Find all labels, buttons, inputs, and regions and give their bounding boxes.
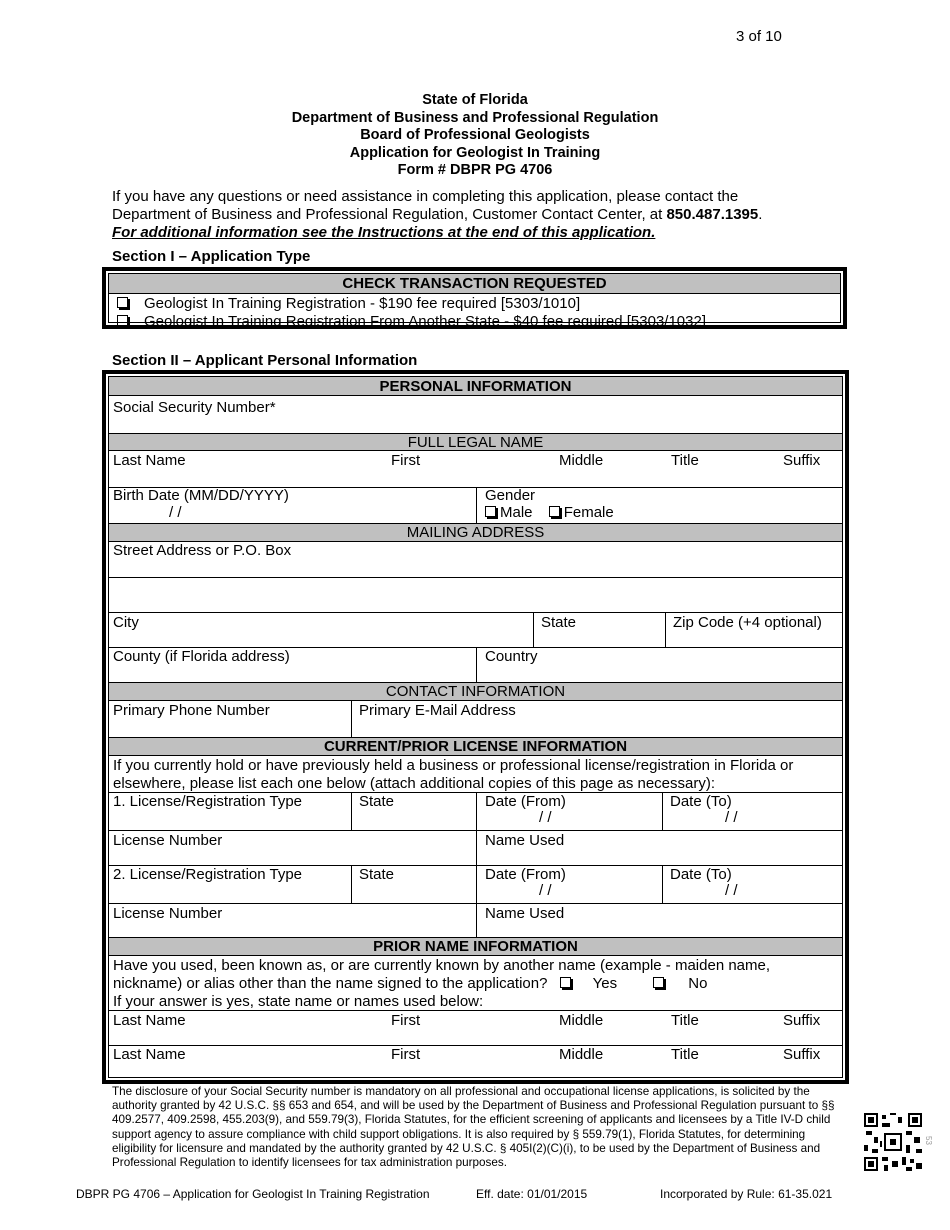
license1-state-label: State	[359, 793, 395, 810]
middle-name-label: Middle	[559, 452, 604, 469]
option-gitr-another-state[interactable]	[117, 313, 706, 330]
prior-last-name-label: Last Name	[113, 1046, 186, 1063]
license1-date-from-slashes[interactable]: / /	[539, 809, 552, 826]
prior-first-name-label: First	[391, 1012, 421, 1029]
header-state: State of Florida	[422, 92, 528, 108]
footer-form-title: DBPR PG 4706 – Application for Geologist In Training Registration	[76, 1187, 430, 1201]
yes-label: Yes	[592, 975, 618, 992]
section2-title: Section II – Applicant Personal Information	[112, 352, 418, 369]
option-label: Geologist In Training Registration - $190 fee required [5303/1010]	[144, 295, 581, 312]
form-header	[0, 92, 950, 180]
primary-phone-label: Primary Phone Number	[113, 702, 270, 719]
personal-info-header: PERSONAL INFORMATION	[109, 377, 842, 396]
last-name-label: Last Name	[113, 452, 186, 469]
ssn-label: Social Security Number*	[113, 399, 276, 416]
prior-last-name-label: Last Name	[113, 1012, 186, 1029]
birth-date-slashes[interactable]: / /	[169, 504, 182, 521]
license2-date-from-slashes[interactable]: / /	[539, 882, 552, 899]
intro-period: .	[758, 206, 763, 223]
prior-name-question-line2	[113, 975, 707, 992]
mailing-address-header: MAILING ADDRESS	[109, 523, 842, 542]
option-label: Geologist In Training Registration From Another State - $40 fee required [5303/1032]	[144, 313, 707, 330]
license1-date-from-label: Date (From)	[485, 793, 566, 810]
header-form-number: Form # DBPR PG 4706	[397, 162, 553, 178]
prior-suffix-label: Suffix	[783, 1046, 821, 1063]
footer-effective-date: Eff. date: 01/01/2015	[476, 1187, 588, 1201]
ssn-disclosure: The disclosure of your Social Security number is mandatory on all professional and occupational license applications, is solicited by the authority granted by 42 U.S.C. §§ 653 and 654, and will be used by the Department of Business and Professional Regulation pursuant to §§ 409.2577, 409.2598, 455.203(9), and 559.79(3), Florida Statutes, for the efficient screening of applicants and licensees by a Title IV-D child support agency to assure compliance with child support obligations. It is also required by § 559.79(1), Florida Statutes, for determining eligibility for licensure and mandated by the authority granted by 42 U.S.C. § 405I(2)(C)(i), to be used by the Department of Business and Professional Regulation to identify licensees for tax administration purposes.	[112, 1085, 835, 1170]
female-label: Female	[563, 504, 614, 521]
license1-date-to-slashes[interactable]: / /	[725, 809, 738, 826]
application-type-box	[102, 267, 847, 329]
contact-info-header: CONTACT INFORMATION	[109, 682, 842, 701]
intro-paragraph	[112, 188, 812, 242]
option-gitr-registration[interactable]	[117, 295, 580, 312]
header-department: Department of Business and Professional Regulation	[291, 109, 659, 126]
license1-type-label: 1. License/Registration Type	[113, 793, 303, 810]
title-label: Title	[671, 452, 699, 469]
checkbox-icon[interactable]	[117, 315, 128, 326]
prior-title-label: Title	[671, 1046, 699, 1063]
transaction-header: CHECK TRANSACTION REQUESTED	[109, 274, 840, 294]
legal-name-header: FULL LEGAL NAME	[109, 433, 842, 451]
header-application: Application for Geologist In Training	[349, 144, 601, 161]
gender-label: Gender	[485, 487, 536, 504]
no-label: No	[688, 975, 708, 992]
license2-date-to-slashes[interactable]: / /	[725, 882, 738, 899]
side-page-number: 53	[923, 1136, 933, 1145]
prior-first-name-label: First	[391, 1046, 421, 1063]
birth-date-label: Birth Date (MM/DD/YYYY)	[113, 487, 289, 504]
country-label: Country	[485, 648, 538, 665]
prior-name-instruction: If your answer is yes, state name or names used below:	[113, 993, 484, 1010]
license-intro-text: If you currently hold or have previously held a business or professional license/registration in Florida or elsewhere, please list each one below (attach additional copies of this page as necessary):	[113, 757, 794, 792]
primary-email-label: Primary E-Mail Address	[359, 702, 516, 719]
checkbox-icon[interactable]	[653, 977, 664, 988]
contact-phone: 850.487.1395	[666, 206, 759, 223]
suffix-label: Suffix	[783, 452, 821, 469]
license1-name-used-label: Name Used	[485, 832, 565, 849]
first-name-label: First	[391, 452, 421, 469]
intro-text: If you have any questions or need assistance in completing this application, please contact the Department of Business and Professional Regulation, Customer Contact Center, at	[112, 188, 739, 223]
license2-date-from-label: Date (From)	[485, 866, 566, 883]
header-board: Board of Professional Geologists	[360, 127, 590, 143]
checkbox-icon[interactable]	[485, 506, 496, 517]
license-info-header: CURRENT/PRIOR LICENSE INFORMATION	[109, 737, 842, 756]
male-label: Male	[500, 504, 533, 521]
license1-date-to-label: Date (To)	[670, 793, 732, 810]
license2-state-label: State	[359, 866, 395, 883]
ssn-field[interactable]	[109, 397, 842, 435]
county-label: County (if Florida address)	[113, 648, 290, 665]
page-number: 3 of 10	[736, 28, 782, 45]
prior-name-question-line1: Have you used, been known as, or are currently known by another name (example - maiden name,	[113, 957, 771, 974]
zip-code-label: Zip Code (+4 optional)	[673, 614, 822, 631]
license2-name-used-label: Name Used	[485, 905, 565, 922]
checkbox-icon[interactable]	[549, 506, 560, 517]
prior-middle-name-label: Middle	[559, 1012, 604, 1029]
state-label: State	[541, 614, 577, 631]
checkbox-icon[interactable]	[560, 977, 571, 988]
prior-suffix-label: Suffix	[783, 1012, 821, 1029]
prior-title-label: Title	[671, 1012, 699, 1029]
personal-info-box	[102, 370, 849, 1084]
instructions-note: For additional information see the Instructions at the end of this application.	[112, 224, 656, 241]
city-label: City	[113, 614, 139, 631]
section1-title: Section I – Application Type	[112, 248, 311, 265]
license1-number-label: License Number	[113, 832, 223, 849]
license2-type-label: 2. License/Registration Type	[113, 866, 303, 883]
street-address-label: Street Address or P.O. Box	[113, 542, 292, 559]
license2-date-to-label: Date (To)	[670, 866, 732, 883]
license2-number-label: License Number	[113, 905, 223, 922]
footer-rule: Incorporated by Rule: 61-35.021	[660, 1187, 833, 1201]
prior-name-question-text: nickname) or alias other than the name signed to the application?	[113, 975, 548, 992]
gender-male-option[interactable]	[485, 504, 614, 521]
prior-middle-name-label: Middle	[559, 1046, 604, 1063]
qr-code-icon	[864, 1113, 922, 1171]
legal-name-field[interactable]	[109, 451, 842, 487]
checkbox-icon[interactable]	[117, 297, 128, 308]
prior-name-header: PRIOR NAME INFORMATION	[109, 937, 842, 956]
